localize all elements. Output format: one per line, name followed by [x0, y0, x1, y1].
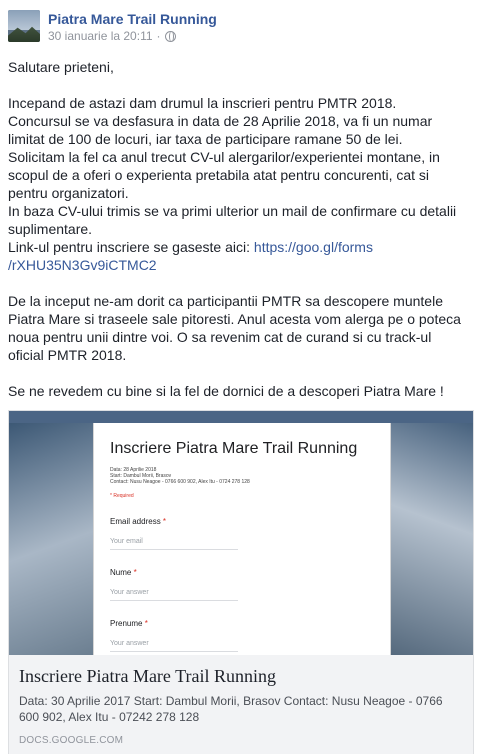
preview-landscape-right [389, 411, 473, 655]
paragraph-line: oficial PMTR 2018. [8, 347, 127, 363]
form-title: Inscriere Piatra Mare Trail Running [110, 440, 358, 457]
form-question [110, 517, 374, 550]
required-asterisk: * [144, 619, 148, 628]
greeting-text: Salutare prieteni, [8, 59, 114, 75]
question-label [110, 568, 374, 578]
paragraph-line: Piatra Mare si traseele sale pitoresti. Anul acesta vom alerga pe o poteca [8, 311, 461, 327]
paragraph-2 [8, 292, 474, 364]
question-label [110, 619, 374, 629]
paragraph-line: Concursul se va desfasura in data de 28 Aprilie 2018, va fi un numar [8, 113, 433, 129]
paragraph-line: De la inceput ne-am dorit ca participantii PMTR sa descopere muntele [8, 293, 443, 309]
card-title[interactable]: Inscriere Piatra Mare Trail Running [19, 666, 276, 686]
question-label-text: Prenume [110, 619, 143, 628]
paragraph-line: Incepand de astazi dam drumul la inscrieri pentru PMTR 2018. [8, 95, 397, 111]
post-timestamp[interactable]: 30 ianuarie la 20:11 [48, 29, 153, 43]
form-description [110, 467, 374, 485]
question-label-text: Nume [110, 568, 132, 577]
paragraph-line: scopul de a oferi o experienta pretabila atat pentru concurenti, cat si [8, 167, 430, 183]
form-desc-line: Start: Dambul Morii, Brasov [110, 473, 172, 479]
required-note: * Required [110, 493, 134, 499]
card-info[interactable] [9, 655, 473, 754]
form-desc-line: Data: 28 Aprilie 2018 [110, 467, 157, 473]
card-domain: DOCS.GOOGLE.COM [19, 735, 124, 746]
paragraph-line: Solicitam la fel ca anul trecut CV-ul alergarilor/experientei montane, in [8, 149, 440, 165]
form-question [110, 568, 374, 601]
form-preview [93, 423, 391, 655]
paragraph-line: suplimentare. [8, 221, 93, 237]
card-description: Data: 30 Aprilie 2017 Start: Dambul Morii, Brasov Contact: Nusu Neagoe - 0766 600 902, Alex Itu - 07242 278 128 [19, 694, 443, 724]
form-desc-line: Contact: Nusu Neagoe - 0766 600 902, Alex Itu - 0724 278 128 [110, 479, 250, 485]
header-text [48, 10, 217, 44]
link-preview-card[interactable] [8, 410, 474, 754]
paragraph-line: limitat de 100 de locuri, iar taxa de participare ramane 50 de lei. [8, 131, 403, 147]
registration-prefix: Link-ul pentru inscriere se gaseste aici: [8, 239, 254, 255]
closing-text: Se ne revedem cu bine si la fel de dornici de a descoperi Piatra Mare ! [8, 383, 444, 399]
email-field: Your email [110, 537, 238, 550]
card-preview-image[interactable] [9, 411, 473, 655]
registration-line-2 [8, 256, 474, 274]
question-label-text: Email address [110, 517, 161, 526]
post-body [8, 58, 474, 418]
page-avatar[interactable] [8, 10, 40, 42]
name-field: Your answer [110, 588, 238, 601]
required-asterisk: * [133, 568, 137, 577]
avatar-sky [8, 10, 40, 30]
post-meta [48, 28, 217, 44]
question-label [110, 517, 374, 527]
surname-field: Your answer [110, 639, 238, 652]
form-header-band [9, 411, 473, 423]
paragraph-1 [8, 94, 474, 274]
registration-line [8, 238, 474, 256]
post-header [8, 10, 217, 44]
paragraph-line: noua pentru unii dintre voi. O sa revenim cat de curand si cu track-ul [8, 329, 432, 345]
form-question [110, 619, 374, 652]
page-name-link[interactable]: Piatra Mare Trail Running [48, 11, 217, 27]
registration-link-cont[interactable]: /rXHU35N3Gv9iCTMC2 [8, 257, 157, 273]
paragraph-line: pentru organizatori. [8, 185, 129, 201]
preview-landscape-left [9, 411, 93, 655]
meta-separator: · [156, 29, 161, 43]
required-asterisk: * [162, 517, 167, 526]
paragraph-line: In baza CV-ului trimis se va primi ulterior un mail de confirmare cu detalii [8, 203, 457, 219]
globe-icon[interactable] [165, 31, 176, 42]
registration-link[interactable]: https://goo.gl/forms [253, 239, 373, 255]
